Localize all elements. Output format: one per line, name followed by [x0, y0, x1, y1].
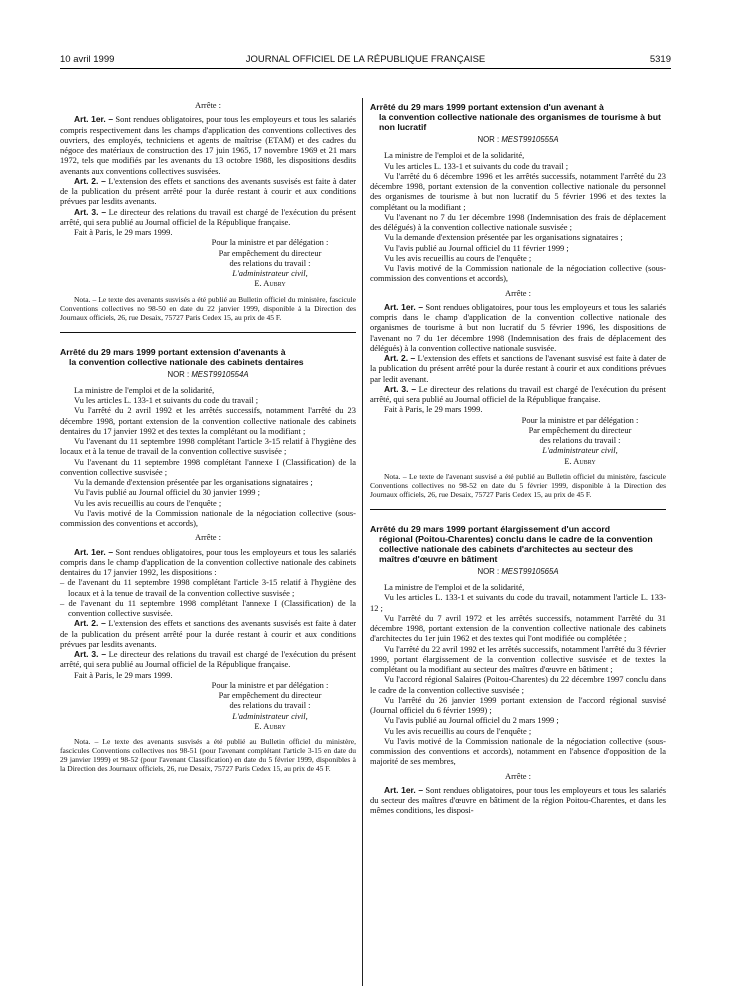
visa: Vu l'avenant du 11 septembre 1998 complétant l'article 3-15 relatif à l'hygiène des locaux et à la tenue de travail de la convention collective susvisée ;: [60, 436, 356, 457]
visa: Vu l'avenant du 11 septembre 1998 complétant l'annexe I (Classification) de la convention collective susvisée ;: [60, 456, 356, 477]
visa: Vu l'avis motivé de la Commission nationale de la négociation collective (sous-commission des conventions et accords), notamment en l'absence d'opposition de la majorité de ses membres,: [370, 735, 666, 767]
fait-a-paris: Fait à Paris, le 29 mars 1999.: [74, 669, 173, 680]
visa: Vu l'avis publié au Journal officiel du 30 janvier 1999 ;: [74, 487, 260, 498]
left-column: [60, 100, 356, 773]
visa: Vu les avis recueillis au cours de l'enquête ;: [384, 725, 532, 736]
arrete-heading: Arrête :: [504, 770, 531, 781]
arrete-title: Arrêté du 29 mars 1999 portant extension d'un avenant à la convention collective nationale des organismes de tourisme à but non lucratif: [370, 102, 661, 132]
section-rule: [60, 332, 356, 333]
arrete-heading: Arrête :: [194, 100, 221, 110]
visa: Vu la demande d'extension présentée par les organisations signataires ;: [74, 477, 313, 487]
visa: Vu l'arrêté du 7 avril 1972 et les arrêtés successifs, notamment l'arrêté du 31 décembre 1998, portant extension de la convention collective nationale des cabinets d'architectes du 1er juin 1962 et des textes qui l'ont modifiée ou complétée ;: [370, 612, 666, 644]
fait-a-paris: Fait à Paris, le 29 mars 1999.: [384, 404, 483, 415]
nota: Nota. – Le texte des avenants susvisés a été publié au Bulletin officiel du ministère, fascicule Conventions collectives no 98-50 en date du 22 janvier 1999, disponible à la Direction des Journaux officiels, 26, rue Desaix, 75727 Paris Cedex 15, au prix de 45 F.: [60, 294, 356, 322]
article-1: Art. 1er. – Sont rendues obligatoires, pour tous les employeurs et tous les salariés du secteur des maîtres d'œuvre en bâtiment de la région Poitou-Charentes, et dans les mêmes conditions, les disposi-: [370, 784, 666, 816]
visa: La ministre de l'emploi et de la solidarité,: [384, 150, 525, 161]
visa: Vu l'avis publié au Journal officiel du 2 mars 1999 ;: [384, 715, 559, 726]
list-item: – de l'avenant du 11 septembre 1998 complétant l'article 3-15 relatif à l'hygiène des locaux et à la tenue de travail de la convention collective susvisée ;: [60, 577, 356, 598]
nor-reference: NOR : MEST9910554A: [167, 369, 249, 379]
visa: Vu la demande d'extension présentée par les organisations signataires ;: [384, 232, 623, 243]
list-item: – de l'avenant du 11 septembre 1998 complétant l'annexe I (Classification) de la convention collective susvisée.: [60, 597, 356, 618]
journal-title: JOURNAL OFFICIEL DE LA RÉPUBLIQUE FRANÇAISE: [245, 54, 486, 65]
arrete-title: Arrêté du 29 mars 1999 portant extension d'avenants à la convention collective nationale des cabinets dentaires: [60, 346, 304, 367]
article-2: Art. 2. – L'extension des effets et sanctions des avenants susvisés est faite à dater de la publication du présent arrêté pour la durée restant à courir et aux conditions prévues par lesdits avenants.: [60, 175, 357, 207]
signature-block: Pour la ministre et par délégation : Par empêchement du directeur des relations du travail : L'administrateur civil, E. Aubry: [211, 237, 329, 289]
visa: Vu l'arrêté du 6 décembre 1996 et les arrêtés successifs, notamment l'arrêté du 23 décembre 1998, portant extension de la convention collective nationale du personnel des organismes de tourisme à but non lucratif du 5 février 1996 et des textes la complétant ou la modifiant ;: [370, 170, 666, 212]
visa: Vu l'avis publié au Journal officiel du 11 février 1999 ;: [384, 242, 569, 253]
nor-reference: NOR : MEST9910565A: [477, 566, 559, 576]
visa: Vu l'avis motivé de la Commission nationale de la négociation collective (sous-commission des conventions et accords),: [370, 263, 666, 284]
visa: Vu l'arrêté du 2 avril 1992 et les arrêtés successifs, notamment l'arrêté du 23 décembre 1998, portant extension de la convention collective nationale des cabinets dentaires du 17 janvier 1992 et des textes la complétant ou la modifiant ;: [60, 405, 356, 436]
visa: Vu l'avis motivé de la Commission nationale de la négociation collective (sous-commission des conventions et accords),: [60, 507, 356, 528]
visa: Vu les articles L. 133-1 et suivants du code du travail ;: [384, 160, 569, 171]
visa: Vu les articles L. 133-1 et suivants du code du travail, notamment l'article L. 133-12 ;: [370, 592, 666, 613]
article-1: Art. 1er. – Sont rendues obligatoires, pour tous les employeurs et tous les salariés compris respectivement dans les champs d'application des conventions collectives des ouvriers, des employés, techniciens et agents de maîtrise (ETAM) et des cadres du négoce des matériaux de construction des 17 juin 1965, 17 novembre 1969 et 21 mars 1972, tels que modifiés par les avenants du 13 octobre 1988, les dispositions desdits avenants aux conventions collectives susvisées.: [60, 114, 356, 176]
arrete-heading: Arrête :: [194, 532, 221, 543]
fait-a-paris: Fait à Paris, le 29 mars 1999.: [74, 227, 173, 237]
issue-date: 10 avril 1999: [60, 54, 115, 65]
visa: La ministre de l'emploi et de la solidarité,: [74, 384, 215, 395]
right-column: [370, 102, 666, 816]
article-3: Art. 3. – Le directeur des relations du travail est chargé de l'exécution du présent arrêté, qui sera publié au Journal officiel de la République française.: [60, 649, 356, 670]
arrete-title: Arrêté du 29 mars 1999 portant élargissement d'un accord régional (Poitou-Charentes) conclu dans le cadre de la convention collective nationale des cabinets d'architectes au secteur des maîtres d'œuvre en bâtiment: [370, 523, 653, 564]
article-1: Art. 1er. – Sont rendues obligatoires, pour tous les employeurs et tous les salariés compris dans le champ d'application de la convention collective nationale des organismes de tourisme à but non lucratif du 5 février 1996, les dispositions de l'avenant no 7 du 1er décembre 1998 (Indemnisation des frais de déplacement des délégués) à la convention collective nationale susvisée.: [370, 301, 666, 353]
signature-block: Pour la ministre et par délégation : Par empêchement du directeur des relations du travail : L'administrateur civil, E. Aubry: [521, 414, 639, 466]
visa: Vu l'arrêté du 22 avril 1992 et les arrêtés successifs, notamment l'arrêté du 3 février 1999, portant élargissement de la convention collective susvisée et de textes la complétant ou la modifiant au secteur des maîtres d'œuvre en bâtiment ;: [370, 643, 666, 674]
article-3: Art. 3. – Le directeur des relations du travail est chargé de l'exécution du présent arrêté, qui sera publié au Journal officiel de la République française.: [370, 383, 666, 404]
nor-reference: NOR : MEST9910555A: [477, 135, 559, 144]
column-divider: [362, 98, 363, 986]
article-1: Art. 1er. – Sont rendues obligatoires, pour tous les employeurs et tous les salariés compris dans le champ d'application de la convention collective nationale des cabinets dentaires du 17 janvier 1992, les dispositions :: [60, 546, 356, 577]
page-header: [60, 54, 671, 69]
visa: La ministre de l'emploi et de la solidarité,: [384, 582, 525, 592]
visa: Vu l'avenant no 7 du 1er décembre 1998 (Indemnisation des frais de déplacement des délégués) à la convention collective nationale susvisée ;: [370, 211, 666, 232]
section-rule: [370, 509, 666, 510]
visa: Vu l'arrêté du 26 janvier 1999 portant extension de l'accord régional susvisé (Journal officiel du 6 février 1999) ;: [370, 694, 666, 715]
visa: Vu les avis recueillis au cours de l'enquête ;: [74, 497, 222, 508]
signature-block: Pour la ministre et par délégation : Par empêchement du directeur des relations du travail : L'administrateur civil, E. Aubry: [211, 679, 329, 731]
article-2: Art. 2. – L'extension des effets et sanctions des avenants susvisés est faite à dater de la publication du présent arrêté pour la durée restant à courir et aux conditions prévues par lesdits avenants.: [60, 618, 357, 649]
page-number: 5319: [649, 54, 671, 65]
visa: Vu les articles L. 133-1 et suivants du code du travail ;: [74, 395, 259, 405]
arrete-heading: Arrête :: [504, 287, 531, 298]
article-2: Art. 2. – L'extension des effets et sanctions de l'avenant susvisé est faite à dater de la publication du présent arrêté pour la durée restant à courir et aux conditions prévues par ledit avenant.: [370, 353, 666, 384]
visa: Vu les avis recueillis au cours de l'enquête ;: [384, 252, 532, 263]
nota: Nota. – Le texte des avenants susvisés a été publié au Bulletin officiel du ministère, fascicules Conventions collectives nos 98-51 (pour l'avenant complétant l'article 3-15 en date du 29 janvier 1999) et 98-52 (pour l'avenant Classification) en date du 5 février 1999, disponibles à la Direction des Journaux officiels, 26, rue Desaix, 75727 Paris Cedex 15, au prix de 45 F.: [60, 737, 356, 773]
nota: Nota. – Le texte de l'avenant susvisé a été publié au Bulletin officiel du ministère, fascicule Conventions collectives no 98-52 en date du 5 février 1999, disponible à la Direction des Journaux officiels, 26, rue Desaix, 75727 Paris Cedex 15, au prix de 45 F.: [370, 471, 666, 499]
article-3: Art. 3. – Le directeur des relations du travail est chargé de l'exécution du présent arrêté, qui sera publié au Journal officiel de la République française.: [60, 206, 356, 227]
visa: Vu l'accord régional Salaires (Poitou-Charentes) du 22 décembre 1997 conclu dans le cadre de la convention collective susvisée ;: [370, 674, 666, 695]
